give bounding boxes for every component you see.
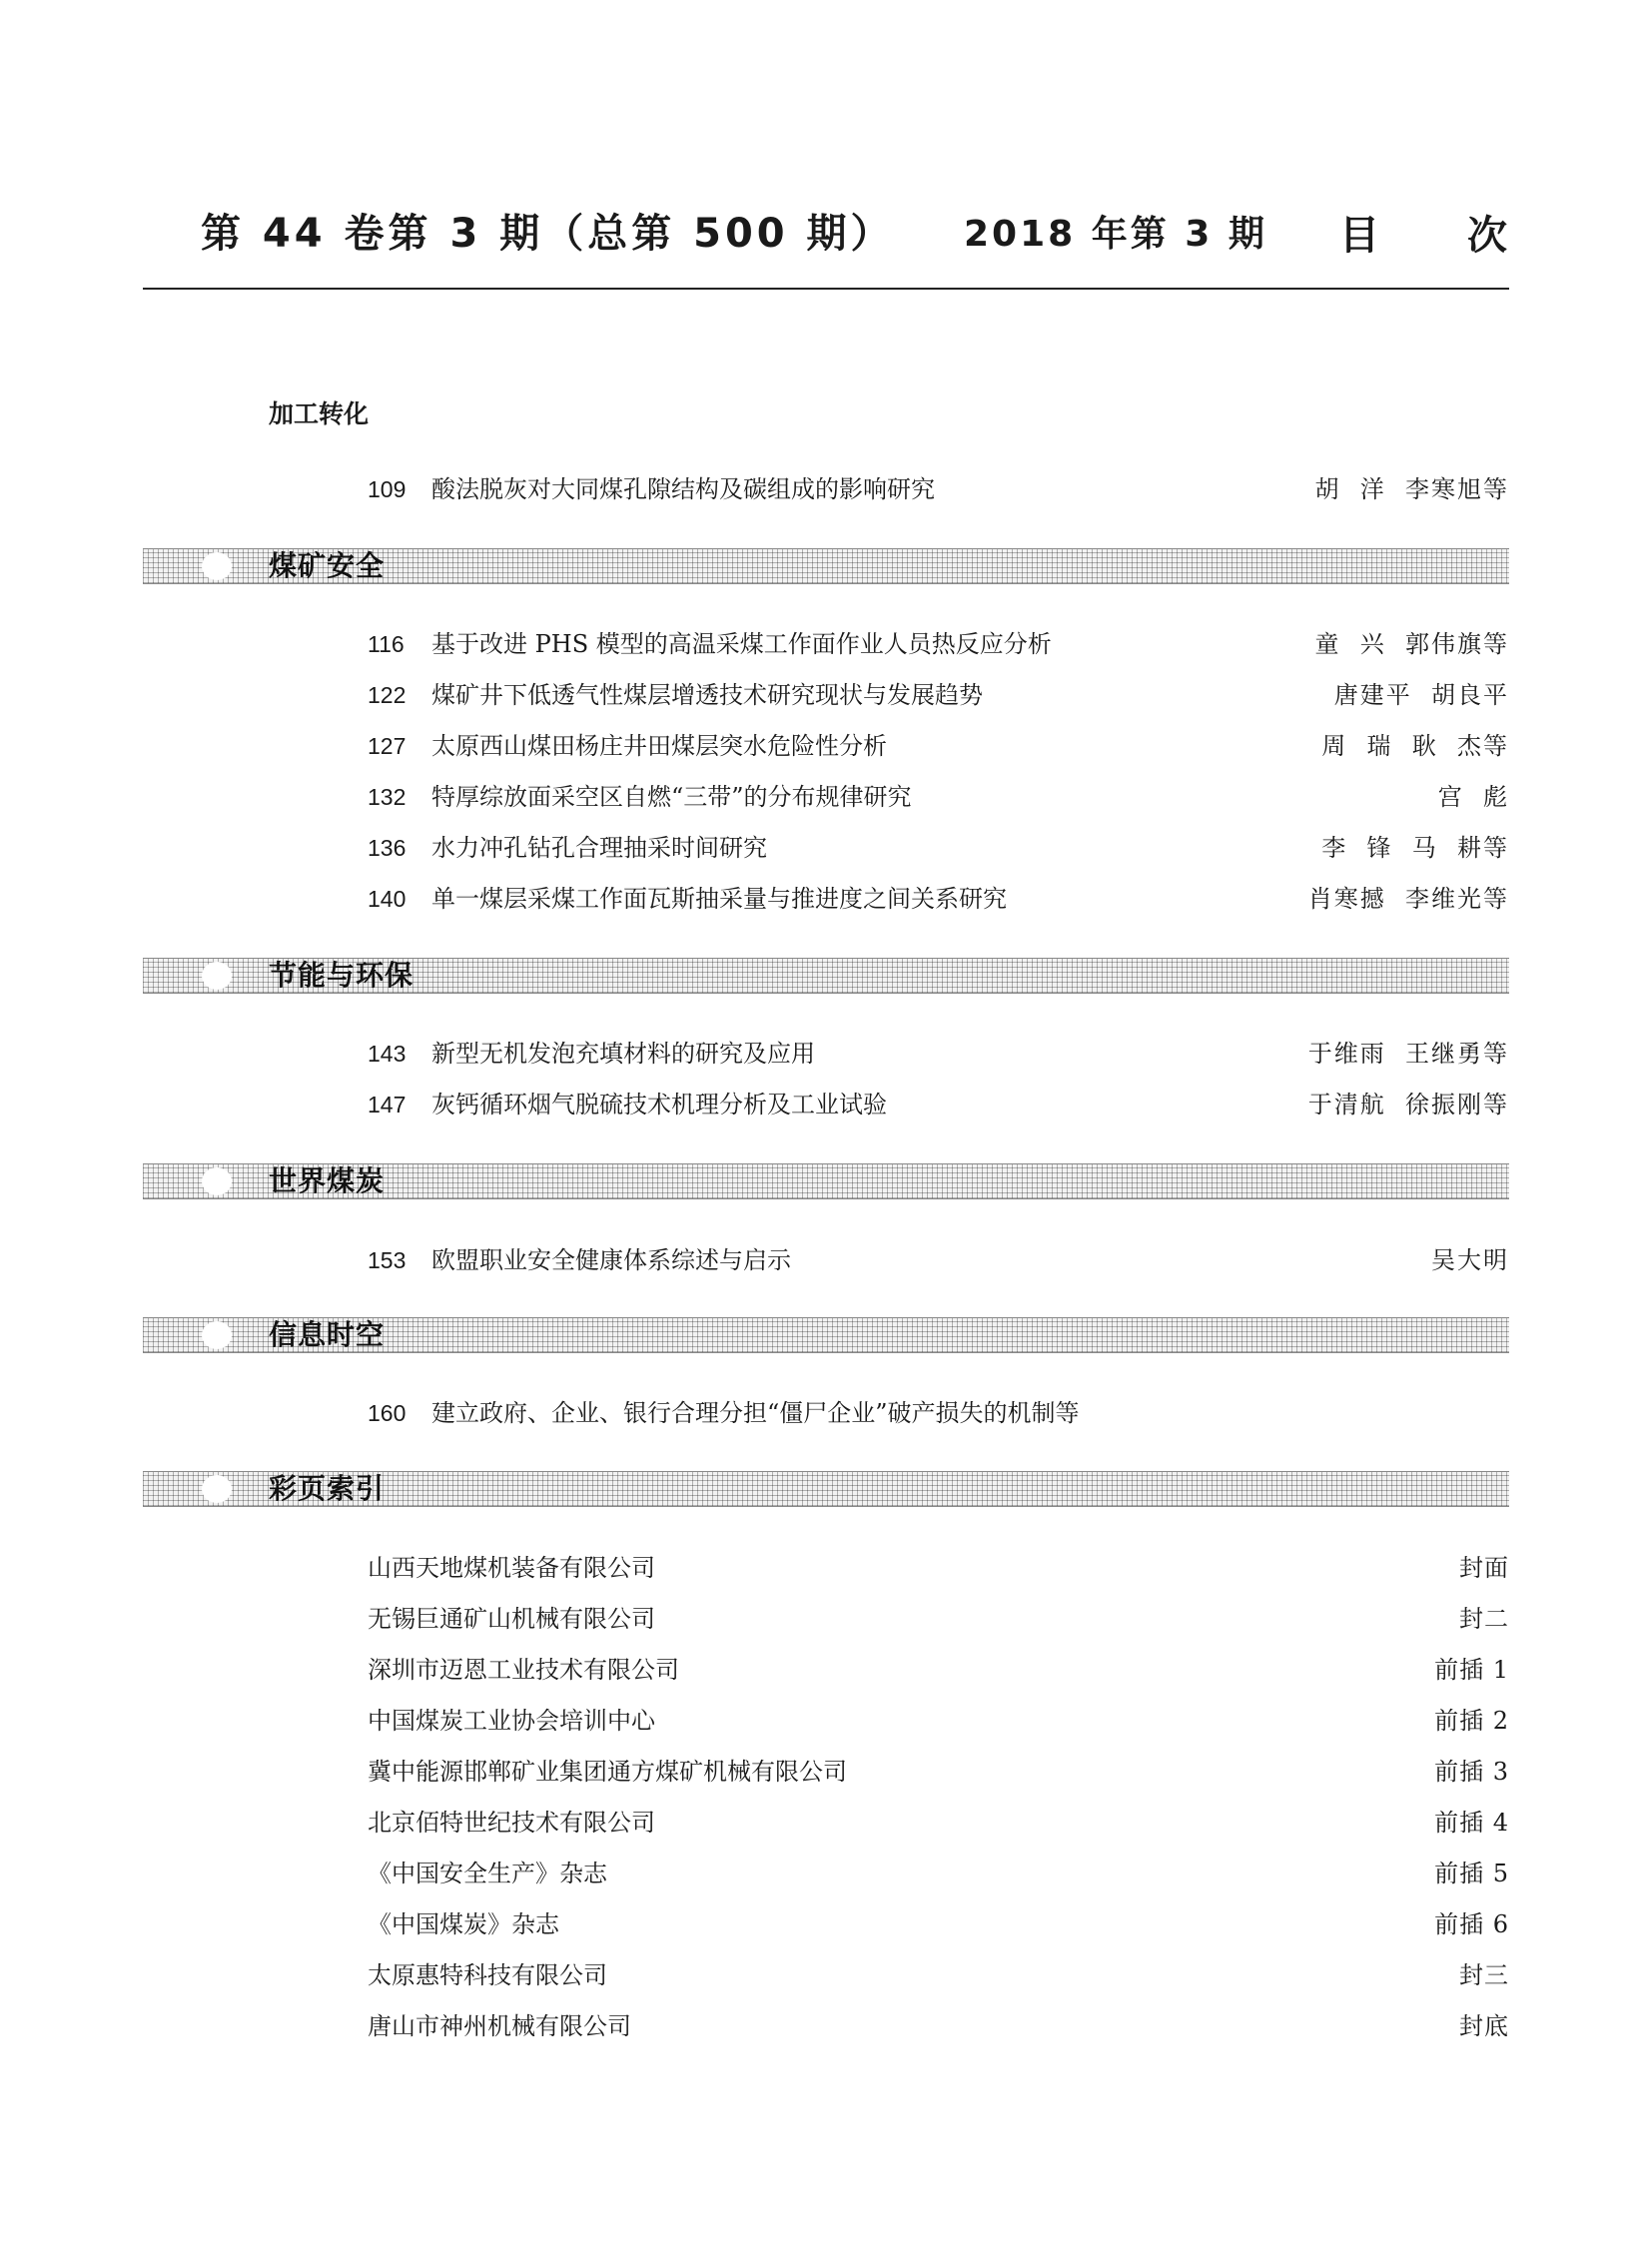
toc-entry[interactable] bbox=[0, 879, 1652, 919]
entry-title: 特厚综放面采空区自燃“三带”的分布规律研究 bbox=[431, 783, 912, 811]
entry-authors: 唐建平 胡良平 bbox=[1333, 681, 1509, 709]
entry-authors: 于清航 徐振刚等 bbox=[1307, 1091, 1509, 1119]
toc-char-1: 目 bbox=[1339, 213, 1379, 259]
ad-company: 《中国煤炭》杂志 bbox=[368, 1910, 559, 1938]
band-dot bbox=[202, 552, 232, 580]
toc-entry[interactable] bbox=[0, 1240, 1652, 1280]
ad-company: 太原惠特科技有限公司 bbox=[368, 1961, 607, 1989]
section-title-world: 世界煤炭 bbox=[269, 1164, 386, 1197]
toc-entry[interactable] bbox=[0, 777, 1652, 817]
section-band-world bbox=[143, 1163, 1509, 1199]
entry-authors: 周 瑞 耿 杰等 bbox=[1321, 732, 1509, 760]
toc-title bbox=[1339, 204, 1507, 261]
ad-company: 冀中能源邯郸矿业集团通方煤矿机械有限公司 bbox=[368, 1758, 847, 1786]
header-rule bbox=[143, 288, 1509, 290]
entry-authors: 宫 彪 bbox=[1437, 783, 1509, 811]
ad-entry[interactable] bbox=[368, 1955, 1509, 1995]
section-title-info: 信息时空 bbox=[269, 1318, 386, 1351]
ad-company: 无锡巨通矿山机械有限公司 bbox=[368, 1605, 655, 1633]
entry-authors: 肖寒撼 李维光等 bbox=[1307, 885, 1509, 913]
ad-company: 中国煤炭工业协会培训中心 bbox=[368, 1707, 655, 1735]
volume-label: 第 44 卷第 3 期（总第 500 期） bbox=[201, 211, 895, 257]
toc-char-2: 次 bbox=[1467, 213, 1507, 259]
entry-page: 136 bbox=[368, 835, 407, 861]
band-dot bbox=[202, 962, 232, 990]
toc-entry[interactable] bbox=[0, 469, 1652, 509]
toc-entry[interactable] bbox=[0, 1034, 1652, 1074]
band-dot bbox=[202, 1321, 232, 1349]
entry-authors: 吴大明 bbox=[1431, 1246, 1509, 1274]
ad-entry[interactable] bbox=[368, 2006, 1509, 2046]
entry-page: 132 bbox=[368, 784, 407, 810]
ad-entry[interactable] bbox=[368, 1854, 1509, 1893]
toc-entry[interactable] bbox=[0, 1085, 1652, 1124]
entry-page: 160 bbox=[368, 1400, 407, 1426]
ad-position: 前插 3 bbox=[1434, 1758, 1509, 1786]
ad-company: 深圳市迈恩工业技术有限公司 bbox=[368, 1656, 679, 1684]
entry-page: 153 bbox=[368, 1247, 407, 1273]
entry-title: 水力冲孔钻孔合理抽采时间研究 bbox=[431, 834, 767, 862]
entry-page: 109 bbox=[368, 476, 407, 502]
ad-entry[interactable] bbox=[368, 1701, 1509, 1741]
entry-page: 147 bbox=[368, 1092, 407, 1118]
section-title-processing: 加工转化 bbox=[269, 399, 370, 428]
entry-page: 122 bbox=[368, 682, 407, 708]
entry-title: 酸法脱灰对大同煤孔隙结构及碳组成的影响研究 bbox=[431, 475, 935, 503]
entry-title: 太原西山煤田杨庄井田煤层突水危险性分析 bbox=[431, 732, 887, 760]
toc-entry[interactable] bbox=[0, 675, 1652, 715]
entry-page: 127 bbox=[368, 733, 407, 759]
entry-authors: 于维雨 王继勇等 bbox=[1307, 1040, 1509, 1068]
ad-position: 前插 4 bbox=[1434, 1809, 1509, 1837]
entry-page: 140 bbox=[368, 886, 407, 912]
ad-company: 山西天地煤机装备有限公司 bbox=[368, 1554, 655, 1582]
ad-entry[interactable] bbox=[368, 1752, 1509, 1792]
entry-page: 143 bbox=[368, 1041, 407, 1067]
ad-position: 封二 bbox=[1459, 1605, 1509, 1633]
entry-title: 单一煤层采煤工作面瓦斯抽采量与推进度之间关系研究 bbox=[431, 885, 1007, 913]
section-band-color-index bbox=[143, 1471, 1509, 1507]
section-band-info bbox=[143, 1317, 1509, 1353]
ad-position: 封面 bbox=[1459, 1554, 1509, 1582]
ad-entry[interactable] bbox=[368, 1548, 1509, 1588]
ad-company: 《中国安全生产》杂志 bbox=[368, 1860, 607, 1887]
ad-position: 前插 1 bbox=[1434, 1656, 1509, 1684]
toc-entry[interactable] bbox=[0, 726, 1652, 766]
entry-page: 116 bbox=[368, 631, 405, 657]
entry-title: 基于改进 PHS 模型的高温采煤工作面作业人员热反应分析 bbox=[431, 630, 1052, 658]
entry-authors: 胡 洋 李寒旭等 bbox=[1314, 475, 1509, 503]
ad-entry[interactable] bbox=[368, 1803, 1509, 1843]
section-title-color-index: 彩页索引 bbox=[269, 1472, 386, 1505]
toc-entry[interactable] bbox=[0, 624, 1652, 664]
ad-entry[interactable] bbox=[368, 1599, 1509, 1639]
ad-position: 前插 5 bbox=[1434, 1860, 1509, 1887]
band-dot bbox=[202, 1167, 232, 1195]
ad-position: 封底 bbox=[1459, 2012, 1509, 2040]
entry-authors: 童 兴 郭伟旗等 bbox=[1314, 630, 1509, 658]
section-title-safety: 煤矿安全 bbox=[269, 549, 386, 582]
band-dot bbox=[202, 1475, 232, 1503]
ad-company: 唐山市神州机械有限公司 bbox=[368, 2012, 631, 2040]
section-band-energy bbox=[143, 958, 1509, 994]
ad-company: 北京佰特世纪技术有限公司 bbox=[368, 1809, 655, 1837]
entry-title: 煤矿井下低透气性煤层增透技术研究现状与发展趋势 bbox=[431, 681, 983, 709]
entry-authors: 李 锋 马 耕等 bbox=[1321, 834, 1509, 862]
ad-position: 前插 2 bbox=[1434, 1707, 1509, 1735]
entry-title: 新型无机发泡充填材料的研究及应用 bbox=[431, 1040, 815, 1068]
section-title-energy: 节能与环保 bbox=[269, 959, 414, 992]
ad-position: 前插 6 bbox=[1434, 1910, 1509, 1938]
toc-entry[interactable] bbox=[0, 828, 1652, 868]
ad-entry[interactable] bbox=[368, 1904, 1509, 1944]
page-header bbox=[143, 196, 1509, 276]
entry-title: 欧盟职业安全健康体系综述与启示 bbox=[431, 1246, 791, 1274]
toc-entry[interactable] bbox=[0, 1393, 1652, 1433]
entry-title: 灰钙循环烟气脱硫技术机理分析及工业试验 bbox=[431, 1091, 887, 1119]
ad-entry[interactable] bbox=[368, 1650, 1509, 1690]
section-band-safety bbox=[143, 548, 1509, 584]
ad-position: 封三 bbox=[1459, 1961, 1509, 1989]
issue-label: 2018 年第 3 期 bbox=[964, 214, 1267, 255]
entry-title: 建立政府、企业、银行合理分担“僵尸企业”破产损失的机制等 bbox=[431, 1399, 1080, 1427]
